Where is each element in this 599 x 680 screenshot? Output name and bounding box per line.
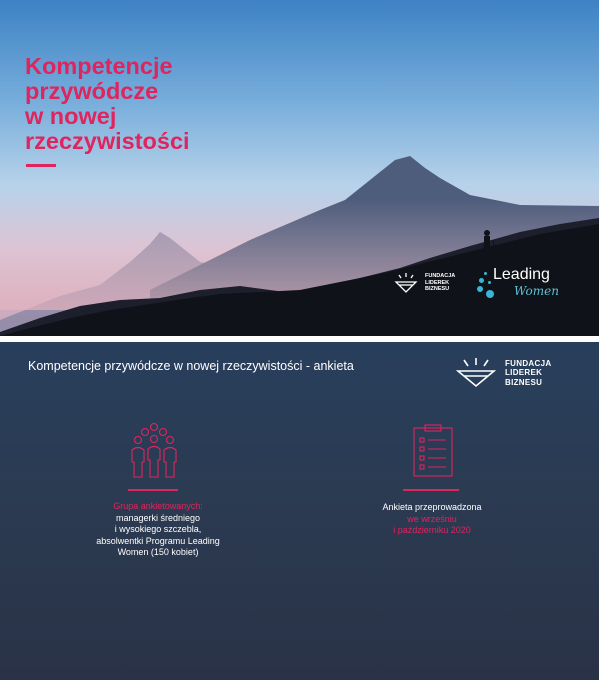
fundacja-liderek-biznesu-logo (393, 272, 455, 294)
group-description (68, 501, 248, 559)
group-line: absolwentki Programu Leading (96, 535, 220, 546)
logo-dot (479, 278, 484, 283)
survey-title: Kompetencje przywódcze w nowej rzeczywistości - ankieta (28, 359, 354, 373)
logo-text: FUNDACJA (505, 358, 552, 368)
logo-dot (484, 272, 487, 275)
people-group-icon (130, 422, 178, 480)
diamond-logo-icon (455, 357, 497, 389)
logo-dot (486, 290, 494, 298)
cover-title-line: rzeczywistości (25, 128, 190, 154)
logo-dot (477, 286, 483, 292)
timing-line: i październiku 2020 (393, 525, 471, 535)
logo-leading-text: Leading (493, 266, 550, 283)
group-heading: Grupa ankietowanych: (113, 501, 203, 511)
group-line: i wysokiego szczebla, (114, 524, 202, 534)
survey-slide (0, 342, 599, 680)
timing-line: we wrześniu (407, 513, 457, 524)
clipboard-checklist-icon (412, 424, 454, 478)
group-line: Women (150 kobiet) (117, 547, 199, 557)
group-line: managerki średniego (115, 512, 201, 523)
logo-dot (488, 281, 491, 284)
logo-text: LIDEREK (505, 368, 543, 378)
leading-women-logo (476, 266, 586, 302)
cover-title-line: Kompetencje (25, 53, 173, 79)
timing-description (347, 502, 517, 537)
logo-text: BIZNESU (505, 377, 543, 387)
fundacja-liderek-biznesu-logo (455, 357, 551, 389)
cover-slide (0, 0, 599, 336)
title-underline (26, 164, 56, 167)
diamond-logo-icon (393, 272, 419, 294)
timing-rule (403, 489, 459, 491)
logo-text: LIDEREK (425, 279, 450, 286)
timing-heading: Ankieta przeprowadzona (382, 502, 482, 512)
logo-text: FUNDACJA (425, 273, 456, 280)
logo-text: BIZNESU (425, 286, 450, 293)
cover-title (25, 54, 255, 154)
cover-title-line: w nowej (25, 103, 117, 129)
cover-title-line: przywódcze (25, 78, 159, 104)
logo-women-text: Women (514, 284, 559, 298)
group-rule (128, 489, 178, 491)
